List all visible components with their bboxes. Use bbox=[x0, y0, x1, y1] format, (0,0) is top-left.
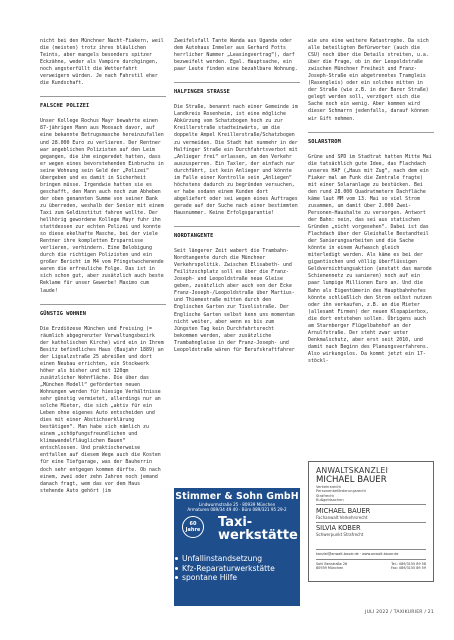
ad-firm-heading: ANWALTSKANZLEI bbox=[316, 466, 389, 475]
ad-address: Lindwurmstraße 25 · 80939 München bbox=[198, 502, 276, 507]
page-footer: JULI 2022 / TAXIKURIER / 21 bbox=[365, 610, 434, 615]
service-item bbox=[174, 573, 300, 583]
paragraph: Seit längerer Zeit wabert die Trambahn-Nordtangente durch die Münchner Verkehrspolitik. Zwischen Elisabeth- und Feilitzschplatz soll es über die Franz- Joseph- und Leopoldstraße neue Gleise geben, zusätzlich aber auch von der Ecke Franz-Joseph-/Leopoldstraße über Martius- und Thiemestraße mitten durch den Englischen Garten zur Tivolistraße. Der Englische Garten selbst kenn uns momentan nicht weiter, aber wenn es bis zum Jüngsten Tag kein Durchfahrtsrecht bekommen werden, aber zusätzliche Trambahngleise in der Franz-Joseph- und Leopoldstraße wären für Berufskraftfahrer bbox=[174, 248, 295, 353]
ad-specialty: Strafrecht bbox=[316, 493, 334, 498]
anniversary-badge bbox=[182, 516, 204, 538]
paragraph: Zweifelsfall Tante Wanda aus Uganda oder dem Autohaus Inmeler aus Gerhard Fotts herrlicher Nummer „Leasingvertrag“), darf bezweifelt werden. Egal. Hauptsache, ein paar Leute finden eine bezahlbare Wohnung. bbox=[174, 38, 298, 73]
divider bbox=[316, 522, 426, 523]
ad-lawyer-title: Schwerpunkt Strafrecht bbox=[316, 532, 364, 538]
article-column-1 bbox=[40, 38, 166, 495]
divider bbox=[316, 504, 426, 505]
ad-street: Sohl Benstraße 26 bbox=[316, 561, 348, 566]
section-heading-nordtangente: NORDTANGENTE bbox=[174, 226, 300, 240]
ad-company-name: Stimmer & Sohn GmbH bbox=[175, 491, 299, 502]
ad-specialty: Bußgeldsachen bbox=[316, 497, 344, 502]
advertisement-anwaltskanzlei bbox=[308, 461, 434, 582]
ad-specialty: Verkehrsrecht bbox=[316, 485, 341, 489]
bullet-icon bbox=[175, 557, 178, 560]
badge-word: Jahre bbox=[185, 527, 201, 533]
service-item bbox=[174, 564, 300, 574]
ad-tel: Tel.: 089/3155 89 58 bbox=[391, 561, 426, 566]
paragraph: nicht bei den Münchner Nacht-Fiakern, weil die (meisten) trotz ihres bläulichen Teints, aber mangels besonders spitzer Eckzähne, weder als Vampire durchgingen, noch angsterfüllt die Wetterfahrt verweigern würden. Je nach Fahrstil eher die Kundschaft. bbox=[40, 38, 164, 87]
ad-phone: Armaturen 089/34 49 40 · Büro 089/321 95 29-2 bbox=[187, 507, 287, 512]
bullet-icon bbox=[175, 576, 178, 579]
section-heading-solarstrom: SOLARSTROM bbox=[308, 132, 434, 146]
ad-lawyer-name: SILVIA KOBER bbox=[316, 524, 361, 533]
ad-service-list bbox=[174, 554, 300, 583]
bullet-icon bbox=[175, 567, 178, 570]
service-label: spontane Hilfe bbox=[182, 573, 238, 582]
ad-lawyer-name: MICHAEL BAUER bbox=[316, 506, 371, 515]
paragraph: Die Straße, benannt nach einer Gemeinde im Landkreis Rosenheim, ist eine mögliche Abkürzung vom Schatzbogen hoch zu zur Kreillerstraße stadteinwärts, um die doppelte Ampel Kreillerstraße/Schatzbogen zu vermeiden. Die Stadt hat nunmehr in der Halfinger Straße ein Durchfahrtsverbot mit „Anlieger frei“ erlassen, um den Verkehr auszusperren. Ein Taxler, der einfach nur durchfährt, ist kein Anlieger und könnte im Falle einer Kontrolle sein „Anliegen“ höchstens dadurch zu begründen versuchen, er habe sodann einem Kunden dort abgeliefert oder sei wegen eines Auftrages gerade auf der Suche nach einer bestimmten Hausnummer. Keine Erfolgsgarantie! bbox=[174, 104, 298, 216]
service-label: Unfallinstandsetzung bbox=[182, 554, 263, 563]
paragraph: wie uns eine weitere Katastrophe. Da sich alle beteiligten Befürworter (auch die CSU) noch über die Details streiten, u.a. über die Frage, ob in der Leopoldstraße zwischen Münchner Freiheit und Franz-Joseph-Straße ein abgetrenntes Tramgleis (Rasengleis) oder ein solches mitten in der Straße (wie z.B. in der Barer Straße) gelegt werden soll, verzögert sich die Sache noch ein wenig. Aber kommen wird dieser Schmarrn jedenfalls, darauf können wir Gift nehmen. bbox=[308, 38, 429, 122]
ad-contact-block bbox=[316, 549, 426, 571]
ad-headline-line-2: werkstätte bbox=[218, 528, 298, 543]
service-item bbox=[174, 554, 300, 564]
ad-web-email: kanzlei@anwalt-bauer.de · www.anwalt-bauer.de bbox=[316, 552, 426, 560]
paragraph: Unser Kollege Rochus Mayr bewahrte einen 87-jährigen Mann aus Moosach davor, auf eine bekannte Betrugsmasche hereinzufallen und 28.000 Euro zu verlieren. Der Rentner war angeblichen Polizisten auf den Leim gegangen, die ihm eingeredet hatten, dass er wegen eines bevorstehenden Einbruchs in seine Wohnung sein Geld der „Polizei“ übergeben und es damit in Sicherheit bringen müsse. Irgendwie hatten sie es geschafft, den Mann auch noch zum Abheben der oben genannten Summe von seiner Bank zu überreden, weshalb der Senior mit einem Taxi zum Geldinstitut fahren wollte. Der hellhörig gewordene Kollege Mayr fuhr ihn stattdessen zur echten Polizei und konnte so diese ekelhafte Masche, bei der viele Rentner ihre kompletten Ersparnisse verlieren, verhindern. Eine Belobigung durch die richtigen Polizisten und ein großer Bericht im M4 vom Pfingstwochenende waren die erfreuliche Folge. Das ist in sich schon gut, aber zusätzlich auch beste Reklame für unser Gewerbe! Maximo cum laude! bbox=[40, 118, 164, 294]
ad-city: 80939 München bbox=[316, 566, 344, 571]
paragraph: Die Erzdiözese München und Freising (= räumlich abgegrenzter Verwaltungsbezirk der katholischen Kirche) wird ein in Ihrem Besitz befindliches Haus (Baujahr 1889) an der Ligsalzstraße 25 abreißen und dort einen Neubau errichten, ein Stockwerk höher als bisher und mit 120qm zusätzlicher Wohnfläche. Die über das „München Modell“ geförderten neuen Wohnungen werden für hiesige Verhältnisse sehr günstig vermietet, allerdings nur an solche Mieter, die sich „aktiv für ein Leben ohne eigenes Auto entscheiden und dies mit einer Abstichserklärung bestätigen“. Man habe sich nämlich zu einem „schöpfungsfreundlichen und klimawandelfläuglichen Bauen“ entschlossen. Und praktischerweise entfallen auf diesem Wege auch die Kosten für eine Tiefgarage, was der Bauherrin doch sehr entgegen kommen dürfte. Ob nach einem, zwei oder zehn Jahren noch jemand danach fragt, wem das vor dem Haus stehende Auto gehört (im bbox=[40, 325, 164, 494]
ad-lawyer-title: Fachanwalt Verkehrsrecht bbox=[316, 514, 368, 520]
ad-headline bbox=[218, 516, 298, 542]
ad-specialty: Personenbeförderungsrecht bbox=[316, 489, 366, 494]
ad-fax: Fax: 089/3155 89 59 bbox=[391, 566, 426, 571]
section-heading-halfinger-strasse: HALFINGER STRASSE bbox=[174, 82, 300, 96]
section-heading-falsche-polizei: FALSCHE POLIZEI bbox=[40, 96, 166, 110]
ad-lawyer-name: MICHAEL BAUER bbox=[316, 475, 387, 485]
article-column-3 bbox=[308, 38, 434, 365]
article-column-2 bbox=[174, 38, 300, 354]
service-label: Kfz-Reparaturwerkstätte bbox=[182, 563, 275, 573]
ad-headline-line-1: Taxi- bbox=[218, 515, 253, 530]
section-heading-guenstig-wohnen: GÜNSTIG WOHNEN bbox=[40, 304, 166, 318]
badge-number: 60 bbox=[189, 521, 197, 527]
advertisement-stimmer-sohn bbox=[174, 488, 300, 606]
paragraph: Grüne und SPD im Stadtrat hatten Mitte Mai die tatsächlich gute Idee, das Flachdach unseres HAF („Haus mit Zug“, nach dem ein Fiaker mal am Funk die Zentrale fragte) mit einer Solaranlage zu bestücken. Bei den rund 28.000 Quadratmetern Dachfläche käme laut MM vom 13. Mai so viel Strom zusammen, um damit über 2.000 Zwei-Personen-Haushalte zu versorgen. Antwort der Bahn: nein, das sei aus statischen Gründen „nicht vorgesehen“. Dabei ist das Flachdach über der Gleishalle Bestandteil der Sanierungsarbeiten und die Sache könnte in einem Aufwasch gleich miterledigt werden. Als käme es bei der gigantischen und völlig überflüssigen Geldvernichtungsaktion (anstatt das marode Schienennetz zu sanieren) noch auf ein paar lumpige Millionen Euro an. Und die Bahn als Eigentümerin des Hauptbahnhofes könnte schließlich den Strom selbst nutzen oder ihn verkaufen, z.B. an die Mieter (allesamt Firmen) der neuen Klopapierbox, die dort entstehen sollen. Übrigens auch am Starnberger Flügelbahnhof an der Arnulfstraße. Der steht zwar unter Denkmalschutz, aber erst seit 2010, und damit nach Beginn des Planungsverfahrens. Also wirkungslos. Da kommt jetzt ein 17-stöckl- bbox=[308, 153, 432, 364]
